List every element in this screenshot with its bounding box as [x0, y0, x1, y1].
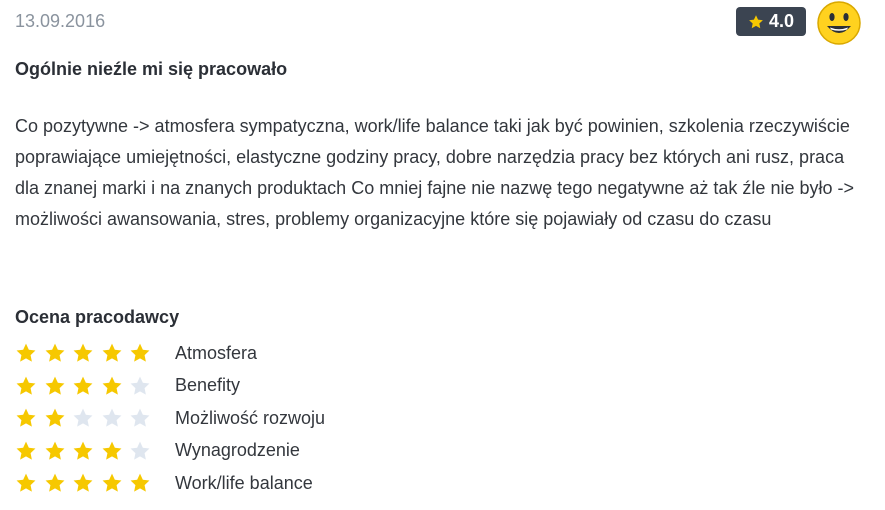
star-filled-icon	[72, 375, 94, 397]
star-empty-icon	[72, 407, 94, 429]
star-icon	[748, 14, 764, 30]
rating-row-work-life-balance	[15, 467, 325, 500]
star-rating	[15, 472, 175, 494]
star-filled-icon	[15, 407, 37, 429]
rating-label: Możliwość rozwoju	[175, 407, 326, 428]
star-empty-icon	[129, 375, 151, 397]
star-filled-icon	[72, 342, 94, 364]
star-filled-icon	[101, 375, 123, 397]
rating-label: Wynagrodzenie	[175, 440, 300, 461]
star-rating	[15, 440, 175, 462]
rating-row-wynagrodzenie	[15, 435, 325, 468]
rating-label: Work/life balance	[175, 472, 313, 493]
star-filled-icon	[129, 342, 151, 364]
star-rating	[15, 407, 175, 429]
star-filled-icon	[15, 472, 37, 494]
star-empty-icon	[129, 440, 151, 462]
overall-rating-value: 4.0	[768, 11, 795, 31]
rating-row-atmosfera	[15, 337, 325, 370]
star-rating	[15, 342, 175, 364]
employer-ratings-list	[15, 337, 325, 500]
star-rating	[15, 375, 175, 397]
employer-rating-title: Ocena pracodawcy	[15, 307, 180, 327]
review-date: 13.09.2016	[15, 11, 106, 31]
rating-label: Benefity	[175, 375, 241, 396]
star-filled-icon	[44, 472, 66, 494]
rating-row-benefity	[15, 370, 325, 403]
star-filled-icon	[72, 440, 94, 462]
star-filled-icon	[101, 472, 123, 494]
star-filled-icon	[15, 440, 37, 462]
rating-label: Atmosfera	[175, 342, 258, 363]
star-filled-icon	[15, 342, 37, 364]
star-filled-icon	[129, 472, 151, 494]
star-filled-icon	[101, 342, 123, 364]
star-empty-icon	[101, 407, 123, 429]
star-filled-icon	[72, 472, 94, 494]
star-filled-icon	[15, 375, 37, 397]
star-filled-icon	[44, 440, 66, 462]
star-filled-icon	[44, 342, 66, 364]
overall-rating-badge	[736, 7, 806, 36]
review-title: Ogólnie nieźle mi się pracowało	[15, 59, 288, 79]
rating-row-mozliwosc-rozwoju	[15, 402, 325, 435]
star-filled-icon	[44, 375, 66, 397]
review-body: Co pozytywne -> atmosfera sympatyczna, work/life balance taki jak być powinien, szkolenia rzeczywiście poprawiające umiejętności, elastyczne godziny pracy, dobre narzędzia pracy bez których ani rusz, praca dla znanej marki i na znanych produktach Co mniej fajne nie nazwę tego negatywne aż tak źle nie było -> możliwości awansowania, stres, problemy organizacyjne które się pojawiały od czasu do czasu	[15, 116, 854, 229]
star-filled-icon	[101, 440, 123, 462]
star-empty-icon	[129, 407, 151, 429]
star-filled-icon	[44, 407, 66, 429]
happy-smiley-icon	[816, 0, 862, 46]
